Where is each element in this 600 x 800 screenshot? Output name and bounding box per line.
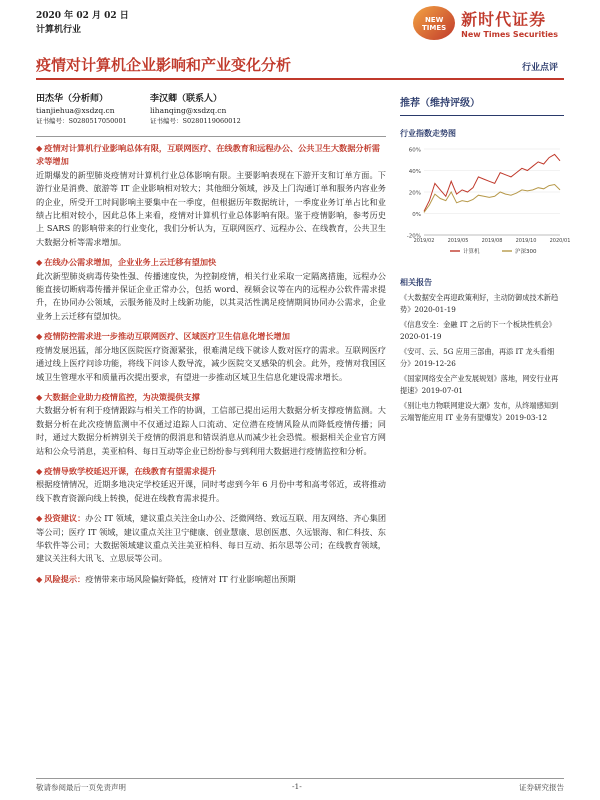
chart-y-tick-label: 40% (408, 169, 421, 175)
section-heading: ◆ 在线办公需求增加，企业业务上云迁移有望加快 (36, 257, 217, 268)
section (36, 142, 386, 249)
chart-y-tick-label: 0% (412, 212, 421, 218)
analyst-2 (150, 94, 241, 127)
risk-body: 疫情带来市场风险偏好降低，疫情对 IT 行业影响超出预期 (85, 573, 296, 584)
related-report-link[interactable]: 《安可、云、5G 应用三部曲，再添 IT 龙头看细分》2019-12-26 (400, 347, 555, 368)
section-body: 疫情发展迅猛，部分地区医院医疗资源紧张，很难满足线下就诊人数对医疗的需求。互联网医疗通过线上医疗问诊功能，将线下问诊人数导流，减少医院交叉感染的机会。此外，疫情对我国区域卫生管理水平和质量再次提出要求，有望进一步推动区域卫生信息化建设需求增长。 (36, 344, 386, 382)
chart-x-tick-label: 2019/02 (413, 238, 435, 244)
index-chart-label: 行业指数走势图 (400, 128, 456, 138)
related-reports-label: 相关报告 (400, 277, 432, 287)
chart-x-tick-label: 2020/01 (549, 238, 571, 244)
chart-y-tick-label: 60% (408, 147, 421, 154)
footer-divider (36, 778, 564, 779)
section-heading: ◆ 疫情导致学校延迟开课，在线教育有望需求提升 (36, 465, 217, 476)
title-divider (36, 78, 564, 80)
chart-series-line (424, 185, 560, 213)
section (36, 256, 386, 323)
section (36, 330, 386, 384)
section-heading: ◆ 疫情对计算机行业影响总体有限，互联网医疗、在线教育和远程办公、公共卫生大数据分析需求等增加 (36, 143, 380, 167)
analyst-email: lihanqing@xsdzq.cn (150, 106, 227, 115)
chart-legend-label: 沪深300 (515, 249, 537, 255)
section-body: 大数据分析有利于疫情跟踪与相关工作的协调，工信部已提出运用大数据分析支撑疫情监测。大数据分析在此次疫情监测中不仅通过追踪人口流动、定位潜在疫情风险从而降低疫情传播；同时，通过大数据分析辨别关于疫情的假消息和错误消息从而减少社会恐慌。根据相关企业官方网站和公众号消息，美亚柏科、每日互动等企业已纷纷参与到利用大数据进行疫情监控和分析。 (36, 405, 386, 456)
related-report-link[interactable]: 《国家网络安全产业发展规划》落地，网安行业再提速》2019-07-01 (400, 374, 559, 395)
report-type: 行业点评 (521, 63, 558, 73)
related-report-link[interactable]: 《信息安全：金融 IT 之后的下一个板块性机会》2020-01-19 (400, 320, 556, 341)
report-body (36, 142, 386, 593)
related-report-link[interactable]: 《大数据安全再迎政策利好，主动防御成技术新趋势》2020-01-19 (400, 293, 559, 314)
report-title: 疫情对计算机企业影响和产业变化分析 (36, 56, 292, 74)
logo-mark-icon: NEW TIMES (413, 6, 455, 40)
section (36, 391, 386, 458)
sidebar (400, 94, 571, 427)
section-body: 此次新型肺炎病毒传染性强、传播速度快，为控制疫情，相关行业采取一定隔离措施，远程办公能直接切断病毒传播并保证企业正常办公，包括 word、视频会议等在内的远程办公软件需求提升，在协同办公领域，云服务能及时上线新功能，以其灵活性满足疫情期间协同办公需求，企业业务上云迁移有望加快。 (36, 270, 386, 321)
investment-advice: ◆ 投资建议：办公 IT 领域，建议重点关注金山办公、泛微网络、致远互联、用友网络、齐心集团等公司；医疗 IT 领域，建议重点关注卫宁健康、创业慧康、思创医惠、久远银海、和仁科技、东华软件等公司；大数据领域建议重点关注美亚柏科、每日互动、拓尔思等公司；在线教育领域，建议关注科大讯飞、立思辰等公司。 (36, 513, 387, 564)
related-report-link[interactable]: 《别让电力物联网建设大潮》发布，从终端感知到云端智能应用 IT 业务有望爆发》2019-03-12 (400, 401, 559, 422)
chart-y-tick-label: 20% (408, 190, 421, 197)
report-date: 2020 年 02 月 02 日 (36, 11, 129, 21)
footer-disclaimer[interactable]: 敬请参阅最后一页免责声明 (36, 783, 126, 792)
chart-y-tick-label: -20% (406, 233, 421, 240)
related-reports-list (400, 292, 564, 423)
footer-report-type: 证券研究报告 (519, 783, 564, 792)
analyst-cert: 证书编号：S0280119060012 (150, 117, 241, 125)
chart-legend-label: 计算机 (463, 249, 480, 255)
rating: 推荐（维持评级） (400, 98, 480, 109)
chart-x-tick-label: 2019/05 (447, 238, 469, 244)
analyst-divider (36, 136, 386, 137)
rating-divider (400, 115, 564, 116)
section-body: 近期爆发的新型肺炎疫情对计算机行业总体影响有限。主要影响表现在下游开支和订单方面。下游行业是消费、旅游等 IT 企业影响相对较大；其他细分领域，涉及上门沟通订单和服务内容业务的企业，所受开工时间影响主要集中在一季度，但根据历年数据统计，一季度业务订单占比和业绩占比相对较小，因此总体上来看，疫情对计算机行业总体影响有限。鉴于疫情影响，参考历史上 SARS 的影响带来的行业变化，我们分析认为，互联网医疗、远程办公、在线教育，公共卫生大数据分析等需求增加。 (36, 169, 386, 247)
page-number: -1- (292, 782, 302, 791)
section-heading: ◆ 疫情防控需求进一步推动互联网医疗、区域医疗卫生信息化增长增加 (36, 331, 290, 342)
investment-label: 投资建议： (44, 513, 86, 524)
analyst-cert: 证书编号：S0280517050001 (36, 117, 127, 125)
analyst-email: tianjiehua@xsdzq.cn (36, 106, 115, 115)
section-heading: ◆ 大数据企业助力疫情监控，为决策提供支撑 (36, 391, 200, 402)
logo-name-en: New Times Securities (461, 30, 558, 39)
analyst-name: 李汉卿（联系人） (150, 94, 223, 104)
chart-x-tick-label: 2019/08 (481, 238, 503, 244)
report-industry: 计算机行业 (36, 25, 82, 35)
index-chart (400, 143, 571, 259)
chart-x-tick-label: 2019/10 (515, 238, 537, 244)
investment-body: 办公 IT 领域，建议重点关注金山办公、泛微网络、致远互联、用友网络、齐心集团等公司；医疗 IT 领域，建议重点关注卫宁健康、创业慧康、思创医惠、久远银海、和仁科技、东华软件等公司；大数据领域建议重点关注美亚柏科、每日互动、拓尔思等公司；在线教育领域，建议关注科大讯飞、立思辰等公司。 (36, 513, 387, 564)
analyst-1 (36, 94, 127, 127)
section-body: 根据疫情情况，近期多地决定学校延迟开课，同时考虑到今年 6 月份中考和高考邻近，或将推动线下教育资源向线上转换，促进在线教育需求提升。 (36, 479, 386, 503)
company-logo (413, 6, 558, 40)
logo-name-cn: 新时代证券 (461, 10, 547, 29)
chart-series-line (424, 154, 560, 211)
risk-warning: ◆ 风险提示：疫情带来市场风险偏好降低，疫情对 IT 行业影响超出预期 (36, 573, 296, 584)
risk-label: 风险提示： (44, 573, 86, 584)
analyst-name: 田杰华（分析师） (36, 94, 109, 104)
section (36, 465, 386, 505)
